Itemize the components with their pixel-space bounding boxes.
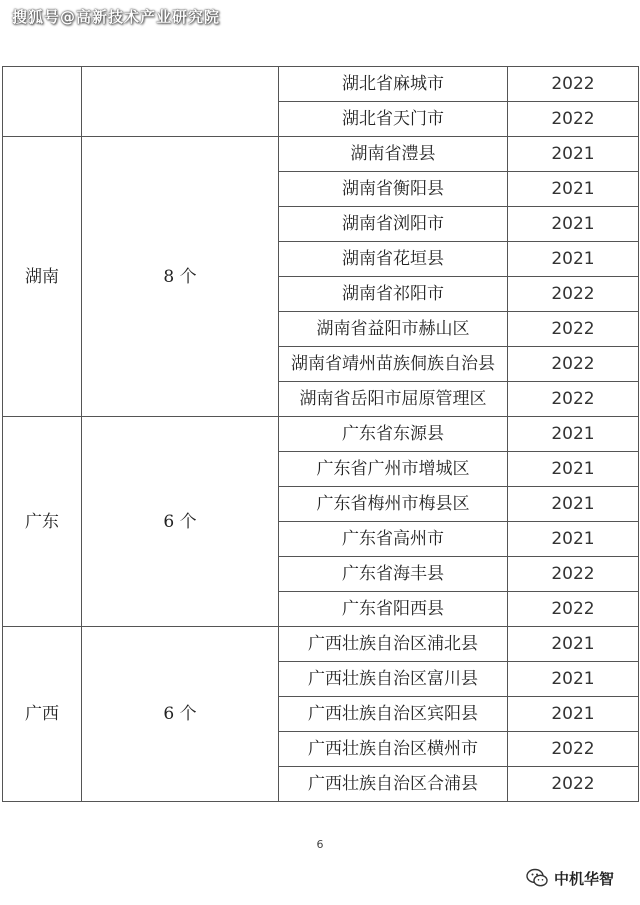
district-cell: 广东省高州市 xyxy=(279,522,508,557)
year-cell: 2022 xyxy=(508,312,639,347)
year-cell: 2022 xyxy=(508,277,639,312)
year-cell: 2021 xyxy=(508,417,639,452)
district-cell: 广西壮族自治区宾阳县 xyxy=(279,697,508,732)
district-cell: 广东省梅州市梅县区 xyxy=(279,487,508,522)
province-cell: 广东 xyxy=(3,417,82,627)
district-cell: 湖南省浏阳市 xyxy=(279,207,508,242)
year-cell: 2021 xyxy=(508,207,639,242)
district-cell: 湖南省祁阳市 xyxy=(279,277,508,312)
table-row xyxy=(3,627,639,662)
year-cell: 2021 xyxy=(508,137,639,172)
district-cell: 广东省广州市增城区 xyxy=(279,452,508,487)
district-cell: 湖北省天门市 xyxy=(279,102,508,137)
wechat-account-name: 中机华智 xyxy=(554,869,615,888)
year-cell: 2022 xyxy=(508,732,639,767)
district-cell: 湖南省益阳市赫山区 xyxy=(279,312,508,347)
district-cell: 广西壮族自治区浦北县 xyxy=(279,627,508,662)
count-cell: 8 个 xyxy=(82,137,279,417)
district-cell: 湖南省靖州苗族侗族自治县 xyxy=(279,347,508,382)
district-cell: 广西壮族自治区横州市 xyxy=(279,732,508,767)
year-cell: 2022 xyxy=(508,382,639,417)
year-cell: 2021 xyxy=(508,627,639,662)
count-cell xyxy=(82,67,279,137)
year-cell: 2021 xyxy=(508,242,639,277)
year-cell: 2022 xyxy=(508,592,639,627)
year-cell: 2021 xyxy=(508,697,639,732)
year-cell: 2022 xyxy=(508,67,639,102)
year-cell: 2022 xyxy=(508,767,639,802)
year-cell: 2021 xyxy=(508,522,639,557)
year-cell: 2022 xyxy=(508,557,639,592)
province-cell xyxy=(3,67,82,137)
wechat-icon xyxy=(526,868,548,888)
district-cell: 广西壮族自治区富川县 xyxy=(279,662,508,697)
count-cell: 6 个 xyxy=(82,417,279,627)
district-cell: 湖南省岳阳市屈原管理区 xyxy=(279,382,508,417)
district-cell: 广东省东源县 xyxy=(279,417,508,452)
year-cell: 2021 xyxy=(508,172,639,207)
top-banner xyxy=(0,0,640,34)
wechat-watermark xyxy=(526,866,614,890)
district-cell: 广西壮族自治区合浦县 xyxy=(279,767,508,802)
table-row xyxy=(3,417,639,452)
district-cell: 广东省海丰县 xyxy=(279,557,508,592)
count-cell: 6 个 xyxy=(82,627,279,802)
sohu-watermark: 搜狐号@高新技术产业研究院 xyxy=(12,8,221,26)
page-number: 6 xyxy=(316,838,324,851)
year-cell: 2022 xyxy=(508,102,639,137)
district-table xyxy=(2,66,639,802)
province-cell: 广西 xyxy=(3,627,82,802)
district-cell: 广东省阳西县 xyxy=(279,592,508,627)
district-cell: 湖南省花垣县 xyxy=(279,242,508,277)
table-row xyxy=(3,137,639,172)
province-cell: 湖南 xyxy=(3,137,82,417)
year-cell: 2021 xyxy=(508,452,639,487)
district-cell: 湖南省衡阳县 xyxy=(279,172,508,207)
district-cell: 湖南省澧县 xyxy=(279,137,508,172)
table-row xyxy=(3,67,639,102)
year-cell: 2021 xyxy=(508,662,639,697)
district-cell: 湖北省麻城市 xyxy=(279,67,508,102)
year-cell: 2021 xyxy=(508,487,639,522)
year-cell: 2022 xyxy=(508,347,639,382)
